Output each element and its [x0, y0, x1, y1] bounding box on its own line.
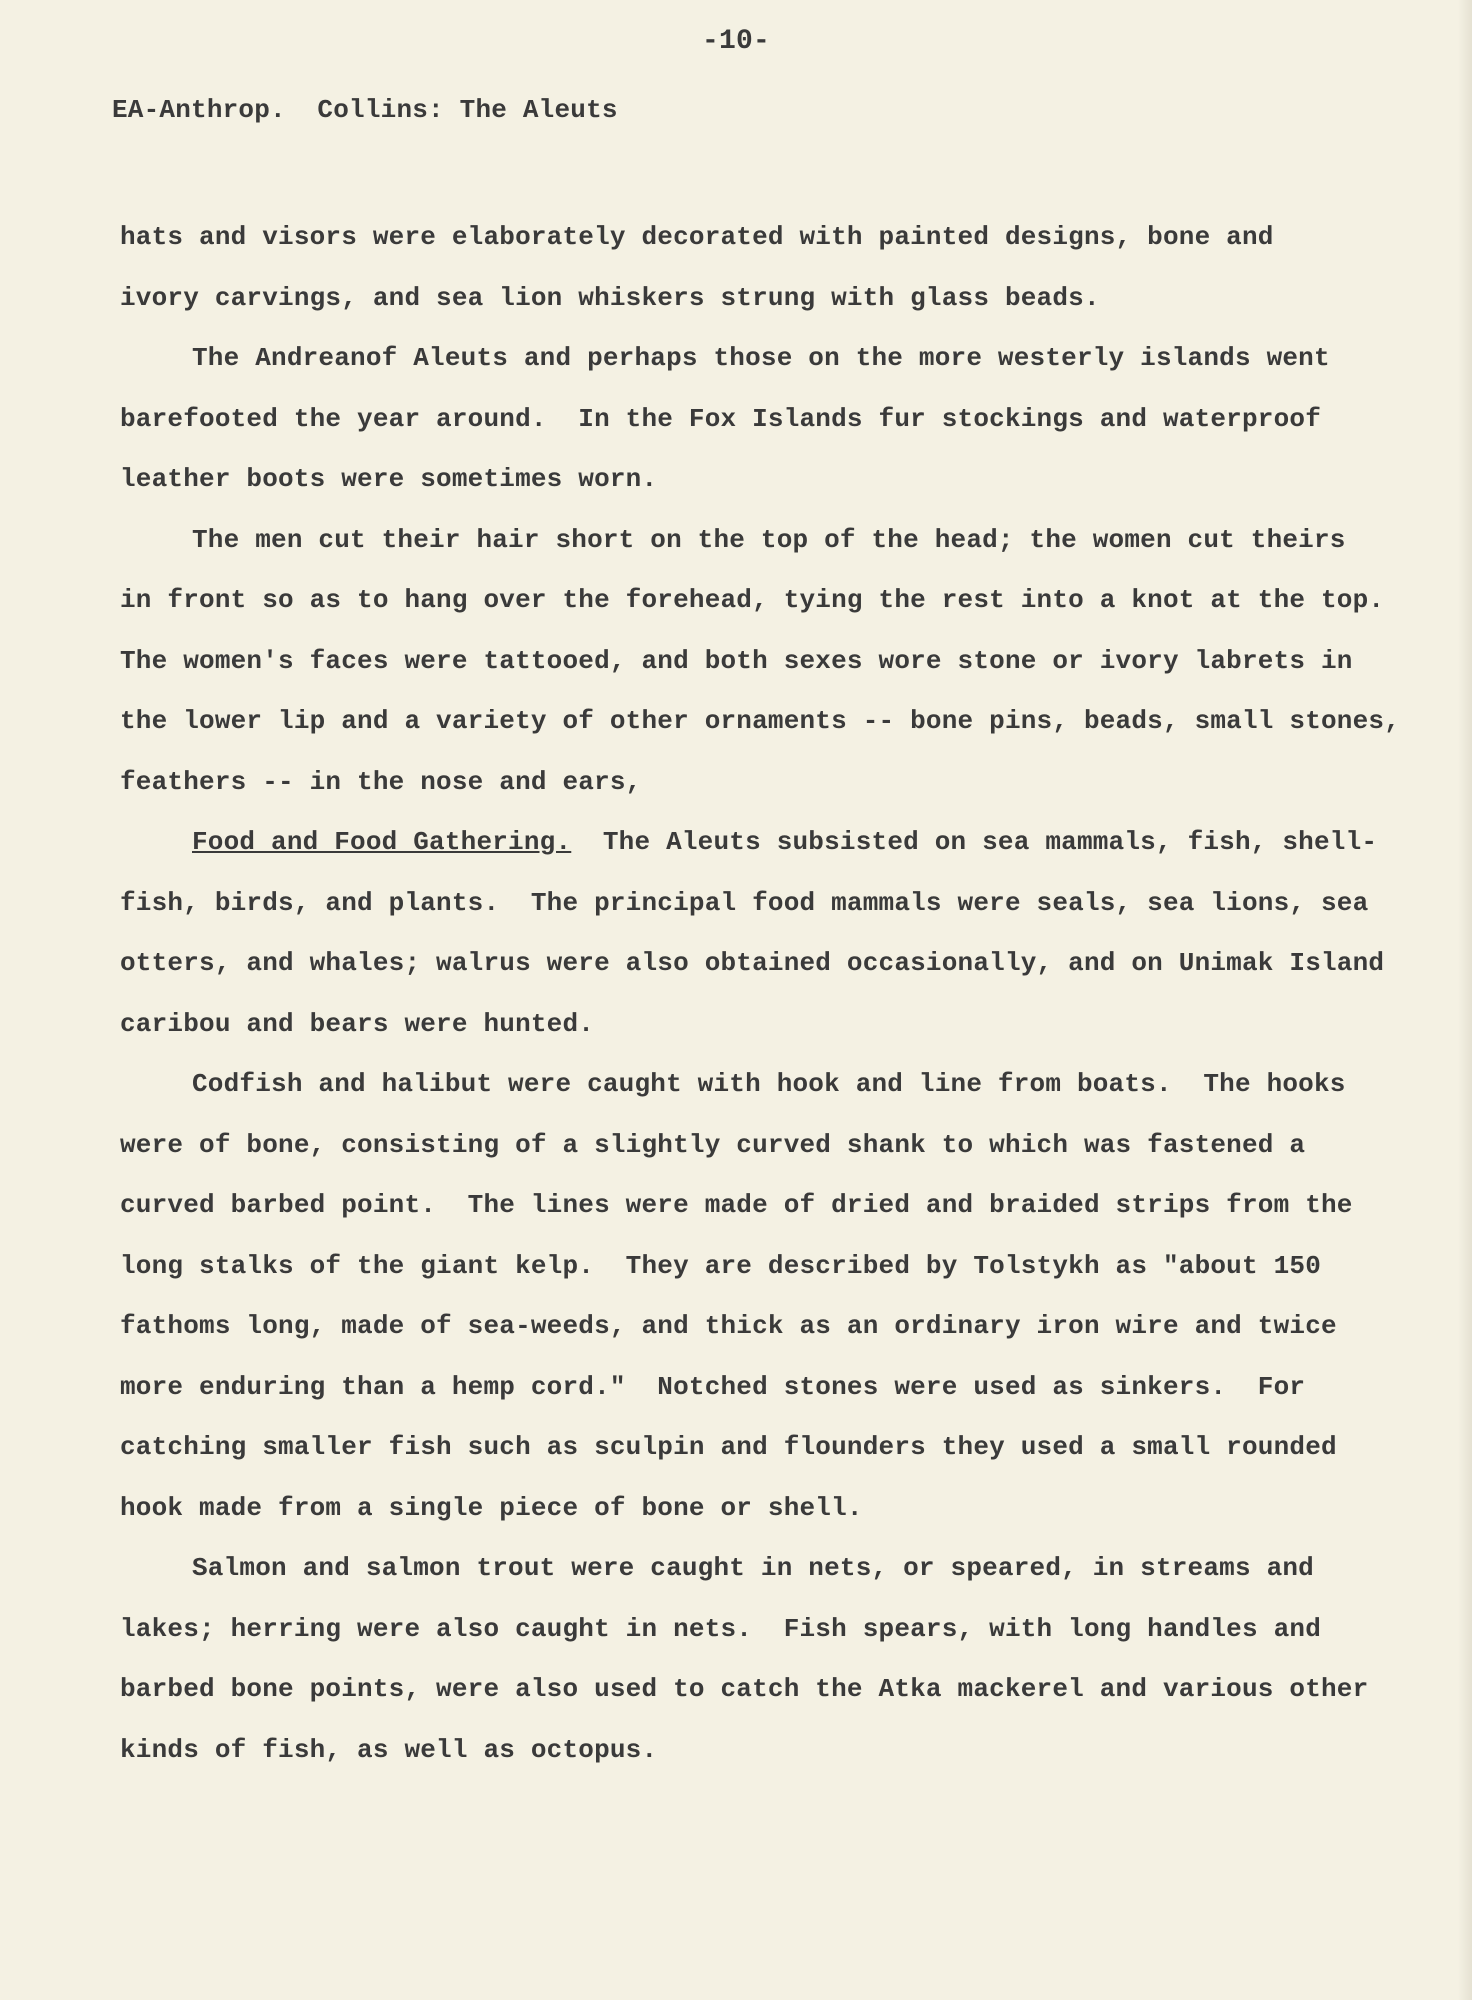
text-line: barefooted the year around. In the Fox Islands fur stockings and waterproof: [120, 403, 1321, 434]
text-line: leather boots were sometimes worn.: [120, 464, 658, 494]
text-line: [120, 812, 1378, 873]
text-line: otters, and whales; walrus were also obtained occasionally, and on Unimak Island: [120, 948, 1385, 978]
text-line: catching smaller fish such as sculpin and flounders they used a small rounded: [120, 1432, 1337, 1462]
text-line: more enduring than a hemp cord." Notched stones were used as sinkers. For: [120, 1371, 1306, 1402]
text-line: kinds of fish, as well as octopus.: [120, 1734, 658, 1765]
text-line: The Andreanof Aleuts and perhaps those on the more westerly islands went: [192, 343, 1330, 373]
text-line: fish, birds, and plants. The principal food mammals were seals, sea lions, sea: [120, 887, 1369, 918]
text-line: Salmon and salmon trout were caught in nets, or speared, in streams and: [192, 1553, 1314, 1583]
text-line: caribou and bears were hunted.: [120, 1008, 595, 1039]
text-line: curved barbed point. The lines were made of dried and braided strips from the: [120, 1190, 1353, 1220]
text-line: feathers -- in the nose and ears,: [120, 766, 642, 797]
paragraph: [120, 1538, 1369, 1780]
text-line: fathoms long, made of sea-weeds, and thick as an ordinary iron wire and twice: [120, 1311, 1337, 1341]
paragraph: [120, 328, 1360, 510]
text-line: the lower lip and a variety of other ornaments -- bone pins, beads, small stones,: [120, 706, 1401, 736]
paragraph: [120, 812, 1385, 1054]
section-heading: Food and Food Gathering.: [192, 827, 572, 857]
text-line: in front so as to hang over the forehead, tying the rest into a knot at the top.: [120, 585, 1385, 615]
text-line: hook made from a single piece of bone or shell.: [120, 1492, 863, 1523]
page-number: -10-: [701, 26, 770, 57]
running-header: EA-Anthrop. Collins: The Aleuts: [112, 95, 618, 125]
text-fragment: The Aleuts subsisted on sea mammals, fish, shell-: [571, 827, 1378, 857]
text-line: The women's faces were tattooed, and both sexes wore stone or ivory labrets in: [120, 645, 1353, 676]
body-text: [120, 207, 1401, 1780]
text-line: long stalks of the giant kelp. They are described by Tolstykh as "about 150: [120, 1250, 1321, 1281]
paragraph: [120, 510, 1401, 813]
text-line: Codfish and halibut were caught with hook and line from boats. The hooks: [192, 1069, 1346, 1099]
paragraph: [120, 1054, 1360, 1538]
text-line: barbed bone points, were also used to catch the Atka mackerel and various other: [120, 1674, 1369, 1704]
paragraph: [120, 207, 1360, 328]
text-line: lakes; herring were also caught in nets. Fish spears, with long handles and: [120, 1613, 1321, 1644]
text-line: The men cut their hair short on the top of the head; the women cut theirs: [192, 524, 1346, 555]
text-line: ivory carvings, and sea lion whiskers strung with glass beads.: [120, 282, 1100, 313]
text-line: were of bone, consisting of a slightly curved shank to which was fastened a: [120, 1129, 1306, 1160]
text-line: hats and visors were elaborately decorated with painted designs, bone and: [120, 222, 1274, 252]
